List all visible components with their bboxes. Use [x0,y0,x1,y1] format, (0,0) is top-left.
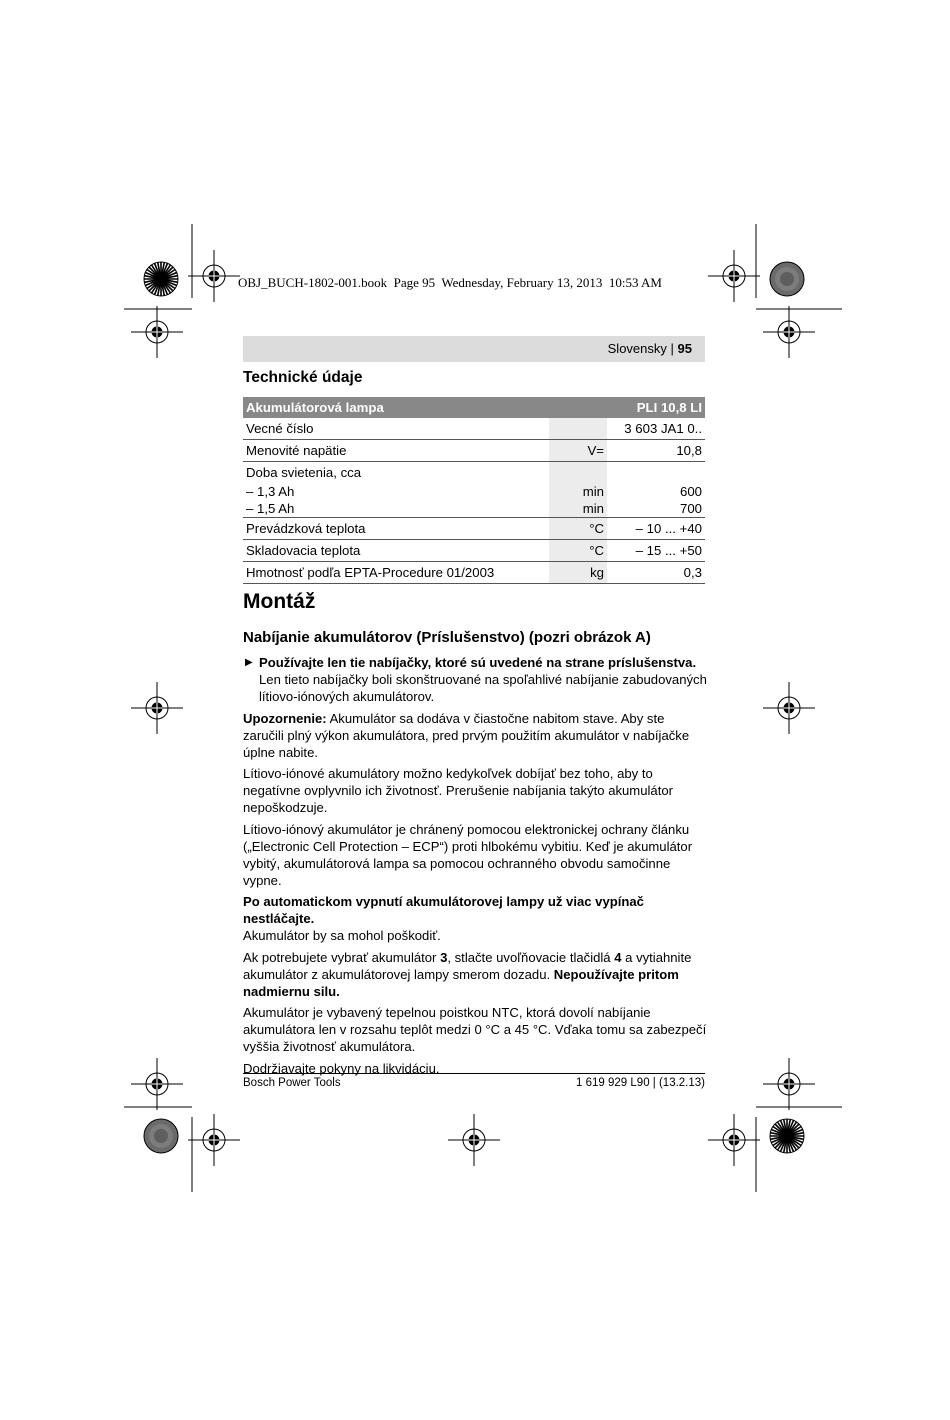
row-label: – 1,3 Ah [246,484,295,499]
row-label: Doba svietenia, cca [246,465,362,480]
row-unit: kg [549,562,607,584]
spec-header-value: PLI 10,8 LI [607,397,705,418]
row-value: – 15 ... +50 [607,540,705,562]
row-label: Prevádzková teplota [243,518,549,540]
table-row [243,462,705,484]
remove-text-a: Ak potrebujete vybrať akumulátor [243,949,441,965]
table-row [243,518,705,540]
row-label: – 1,5 Ah [243,500,549,518]
header-separator: | [670,341,674,356]
table-row [243,500,705,518]
remove-text-c: a vytiahnite akumulátor z akumulátorovej lampy smerom dozadu. [243,949,692,982]
auto-off-warning: Po automatickom vypnutí akumulátorovej lampy už viac vypínač nestláčajte. [243,894,644,926]
bullet-triangle-icon: ▶ [245,657,253,668]
row-value: – 10 ... +40 [607,518,705,540]
paragraph-ecp: Lítiovo-iónový akumulátor je chránený pomocou elektronickej ochrany článku („Electronic Cell Protection – ECP“) proti hlbokému vybitiu. Keď je akumulátor vybitý, akumulátorová lampa sa pomocou ochranného obvodu samočinne vypne. [243,821,693,888]
row-value: 3 603 JA1 0.. [607,418,705,440]
row-unit: min [549,483,607,500]
footer-brand: Bosch Power Tools [243,1077,341,1089]
montaz-body [243,654,707,1081]
page-header [243,336,705,362]
row-unit [549,418,607,440]
paragraph-auto-off [243,893,707,944]
row-label: Vecné číslo [243,418,549,440]
charging-subheading: Nabíjanie akumulátorov (Príslušenstvo) (pozri obrázok A) [243,629,651,646]
paragraph-disposal: Dodržiavajte pokyny na likvidáciu. [243,1060,440,1076]
row-label: Hmotnosť podľa EPTA-Procedure 01/2003 [243,562,549,584]
header-text [608,341,692,356]
row-value: 10,8 [607,440,705,462]
remove-text-b: , stlačte uvoľňovacie tlačidlá [447,949,615,965]
table-row [243,540,705,562]
spec-header-unit [549,397,607,418]
footer-rule [243,1073,705,1074]
spec-table-header [243,397,705,418]
bullet-paragraph [243,654,707,705]
bullet-text: Len tieto nabíjačky boli skonštruované na spoľahlivé nabíjanie zabudovaných lítiovo-iónových akumulátorov. [259,672,707,704]
book-slug: OBJ_BUCH-1802-001.book Page 95 Wednesday, February 13, 2013 10:53 AM [238,275,662,290]
row-unit: min [549,500,607,518]
table-row [243,562,705,584]
row-unit: V= [549,440,607,462]
page-number: 95 [677,341,692,356]
row-unit [549,462,607,484]
note-text: Akumulátor sa dodáva v čiastočne nabitom stave. Aby ste zaručili plný výkon akumulátora, pred prvým použitím akumulátor v nabíjačke úplne nabite. [243,710,690,760]
footer-doc-number: 1 619 929 L90 | (13.2.13) [576,1077,705,1089]
row-unit: °C [549,518,607,540]
spec-header-label: Akumulátorová lampa [243,397,549,418]
montaz-heading: Montáž [243,590,316,613]
ref-number-4: 4 [614,949,622,965]
row-label: Skladovacia teplota [243,540,549,562]
row-unit: °C [549,540,607,562]
note-label: Upozornenie: [243,710,327,726]
row-label: Menovité napätie [243,440,549,462]
header-language: Slovensky [607,341,667,356]
row-value: 0,3 [607,562,705,584]
ref-number-3: 3 [440,949,448,965]
table-row [243,483,705,500]
row-value: 600 [679,484,702,499]
note-paragraph [243,710,707,761]
paragraph-ntc: Akumulátor je vybavený tepelnou poistkou NTC, ktorá dovolí nabíjanie akumulátora len v rozsahu teplôt medzi 0 °C a 45 °C. Vďaka tomu sa zabezpečí vyššia životnosť akumulátora. [243,1005,707,1054]
spec-table [243,397,705,584]
remove-warning: Nepoužívajte pritom nadmiernu silu. [243,966,679,999]
table-row [243,418,705,440]
table-row [243,440,705,462]
auto-off-text: Akumulátor by sa mohol poškodiť. [243,928,441,943]
paragraph-lithium-charging: Lítiovo-iónové akumulátory možno kedykoľvek dobíjať bez toho, aby to negatívne ovplyvnilo ich životnosť. Prerušenie nabíjania takýto akumulátor nepoškodzuje. [243,766,673,815]
bullet-bold: Používajte len tie nabíjačky, ktoré sú uvedené na strane príslušenstva. [259,655,697,670]
row-value: 700 [607,500,705,518]
paragraph-remove-battery [243,949,707,1000]
row-value [607,462,705,484]
tech-section-title: Technické údaje [243,369,363,386]
